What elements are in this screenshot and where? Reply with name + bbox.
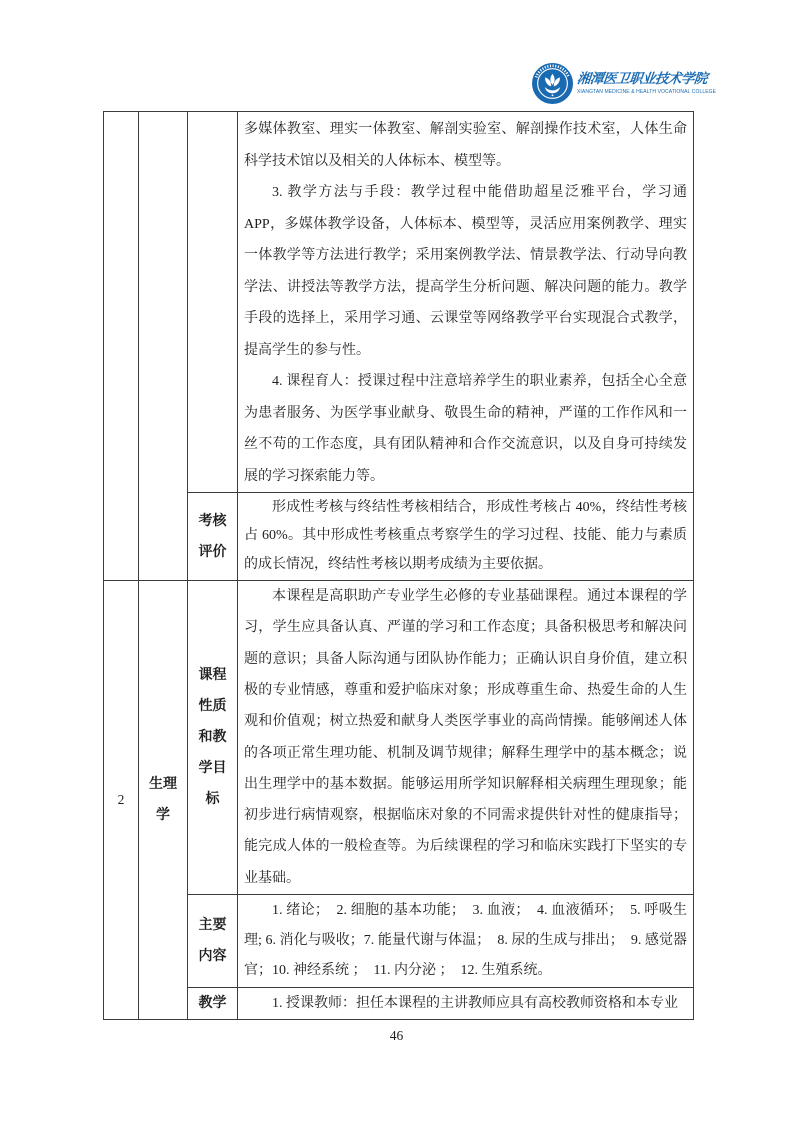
paragraph: 多媒体教室、理实一体教室、解剖实验室、解剖操作技术室，人体生命科学技术馆以及相关的人体标本、模型等。 bbox=[244, 122, 687, 169]
paragraph: 4. 课程育人：授课过程中注意培养学生的职业素养，包括全心全意为患者服务、为医学事业献身、敬畏生命的精神，严谨的工作作风和一丝不苟的工作态度，具有团队精神和合作交流意识，以及自身可持续发展的学习探索能力等。 bbox=[244, 374, 687, 484]
row-label-cell: 考核评价 bbox=[188, 493, 238, 581]
paragraph: 形成性考核与终结性考核相结合，形成性考核占 40%，终结性考核占 60%。其中形成性考核重点考察学生的学习过程、技能、能力与素质的成长情况，终结性考核以期考成绩为主要依据。 bbox=[244, 499, 687, 572]
row-label-cell: 主要内容 bbox=[188, 895, 238, 988]
paragraph: 1. 授课教师：担任本课程的主讲教师应具有高校教师资格和本专业 bbox=[272, 995, 678, 1011]
row-content-cell bbox=[238, 581, 694, 895]
course-index-cell bbox=[104, 112, 139, 581]
college-logo-text bbox=[576, 71, 717, 95]
row-label-cell: 课程性质和教学目标 bbox=[188, 581, 238, 895]
course-index-cell: 2 bbox=[104, 581, 139, 1020]
course-table bbox=[103, 111, 694, 1020]
table-row bbox=[104, 988, 694, 1020]
row-content-cell bbox=[238, 493, 694, 581]
row-content-cell bbox=[238, 895, 694, 988]
paragraph: 3. 教学方法与手段：教学过程中能借助超星泛雅平台，学习通 APP，多媒体教学设备，人体标本、模型等，灵活应用案例教学、理实一体教学等方法进行教学；采用案例教学法、情景教学法、行动导向教学法、讲授法等教学方法，提高学生分析问题、解决问题的能力。教学手段的选择上，采用学习通、云课堂等网络教学平台实现混合式教学，提高学生的参与性。 bbox=[244, 185, 687, 358]
paragraph: 本课程是高职助产专业学生必修的专业基础课程。通过本课程的学习，学生应具备认真、严谨的学习和工作态度；具备积极思考和解决问题的意识；具备人际沟通与团队协作能力；正确认识自身价值，建立积极的专业情感，尊重和爱护临床对象；形成尊重生命、热爱生命的人生观和价值观；树立热爱和献身人类医学事业的高尚情操。能够阐述人体的各项正常生理功能、机制及调节规律；解释生理学中的基本概念；说出生理学中的基本数据。能够运用所学知识解释相关病理生理现象；能初步进行病情观察，根据临床对象的不同需求提供针对性的健康指导；能完成人体的一般检查等。为后续课程的学习和临床实践打下坚实的专业基础。 bbox=[244, 589, 687, 886]
page-number: 46 bbox=[389, 1028, 404, 1043]
college-name-en: XIANGTAN MEDICINE & HEALTH VOCATIONAL COLLEGE bbox=[577, 89, 717, 95]
college-logo bbox=[532, 60, 717, 106]
table-row bbox=[104, 895, 694, 988]
course-name-cell: 生理学 bbox=[139, 581, 188, 1020]
paragraph: 1. 绪论； 2. 细胞的基本功能； 3. 血液； 4. 血液循环； 5. 呼吸生理; 6. 消化与吸收；7. 能量代谢与体温； 8. 尿的生成与排出； 9. 感觉器官；10. 神经系统 ； 11. 内分泌 ； 12. 生殖系统。 bbox=[244, 902, 687, 979]
row-label-cell bbox=[188, 112, 238, 493]
college-emblem-icon bbox=[532, 63, 573, 104]
row-content-cell bbox=[238, 988, 694, 1020]
college-name-zh: 湘潭医卫职业技术学院 bbox=[576, 71, 708, 86]
course-name-cell bbox=[139, 112, 188, 581]
row-label-cell: 教学 bbox=[188, 988, 238, 1020]
table-row bbox=[104, 493, 694, 581]
table-row bbox=[104, 112, 694, 493]
row-content-cell bbox=[238, 112, 694, 493]
table-row bbox=[104, 581, 694, 895]
